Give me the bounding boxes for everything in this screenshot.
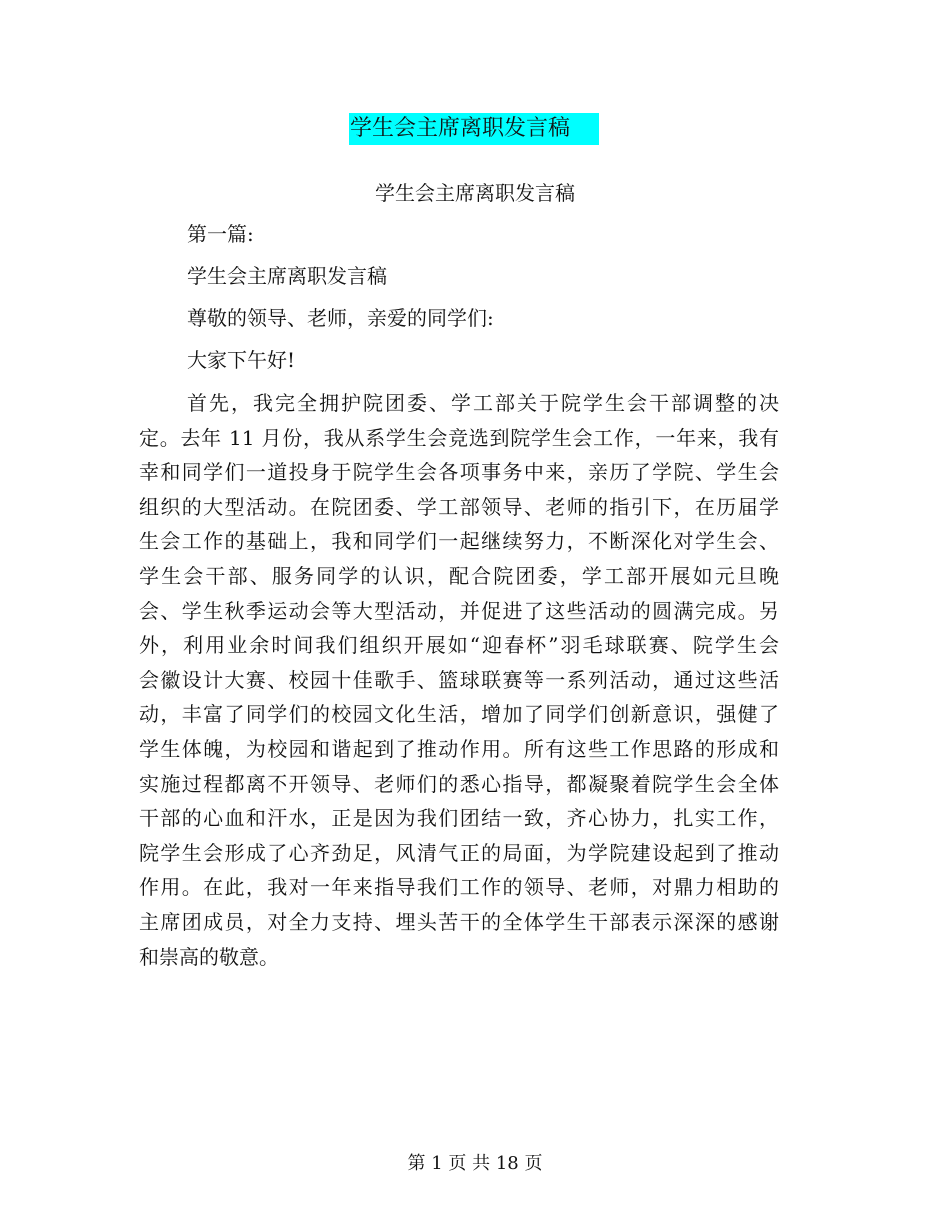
paragraph-line: 干部的心血和汗水，正是因为我们团结一致，齐心协力，扎实工作， <box>139 806 779 831</box>
paragraph-line: 院学生会形成了心齐劲足，风清气正的局面，为学院建设起到了推动 <box>139 840 779 865</box>
paragraph-line: 定。去年 11 月份，我从系学生会竞选到院学生会工作，一年来，我有 <box>139 425 779 450</box>
paragraph-line: 组织的大型活动。在院团委、学工部领导、老师的指引下，在历届学 <box>139 494 779 519</box>
section-label: 第一篇: <box>187 222 254 246</box>
article-title: 学生会主席离职发言稿 <box>187 264 387 288</box>
salutation: 尊敬的领导、老师，亲爱的同学们: <box>187 306 494 330</box>
page-counter: 第 1 页 共 18 页 <box>407 1153 543 1174</box>
paragraph-line: 主席团成员，对全力支持、埋头苦干的全体学生干部表示深深的感谢 <box>139 909 779 934</box>
paragraph-line: 首先，我完全拥护院团委、学工部关于院学生会干部调整的决 <box>187 391 779 415</box>
paragraph-line: 会徽设计大赛、校园十佳歌手、篮球联赛等一系列活动，通过这些活 <box>139 667 779 692</box>
paragraph-line: 幸和同学们一道投身于院学生会各项事务中来，亲历了学院、学生会 <box>139 460 779 485</box>
paragraph-line: 学生体魄，为校园和谐起到了推动作用。所有这些工作思路的形成和 <box>139 736 779 761</box>
paragraph-line: 实施过程都离不开领导、老师们的悉心指导，都凝聚着院学生会全体 <box>139 771 779 796</box>
paragraph-line: 作用。在此，我对一年来指导我们工作的领导、老师，对鼎力相助的 <box>139 875 779 900</box>
document-subtitle: 学生会主席离职发言稿 <box>375 181 575 205</box>
greeting: 大家下午好! <box>187 348 296 372</box>
paragraph-line: 动，丰富了同学们的校园文化生活，增加了同学们创新意识，强健了 <box>139 702 779 727</box>
highlighted-title: 学生会主席离职发言稿 <box>349 113 599 145</box>
paragraph-line: 生会工作的基础上，我和同学们一起继续努力，不断深化对学生会、 <box>139 529 779 554</box>
body-paragraph <box>139 386 779 974</box>
paragraph-line: 会、学生秋季运动会等大型活动，并促进了这些活动的圆满完成。另 <box>139 598 779 623</box>
paragraph-line: 学生会干部、服务同学的认识，配合院团委，学工部开展如元旦晚 <box>139 563 779 588</box>
paragraph-line: 外，利用业余时间我们组织开展如“迎春杯”羽毛球联赛、院学生会 <box>139 633 779 658</box>
paragraph-line: 和崇高的敬意。 <box>139 944 279 969</box>
